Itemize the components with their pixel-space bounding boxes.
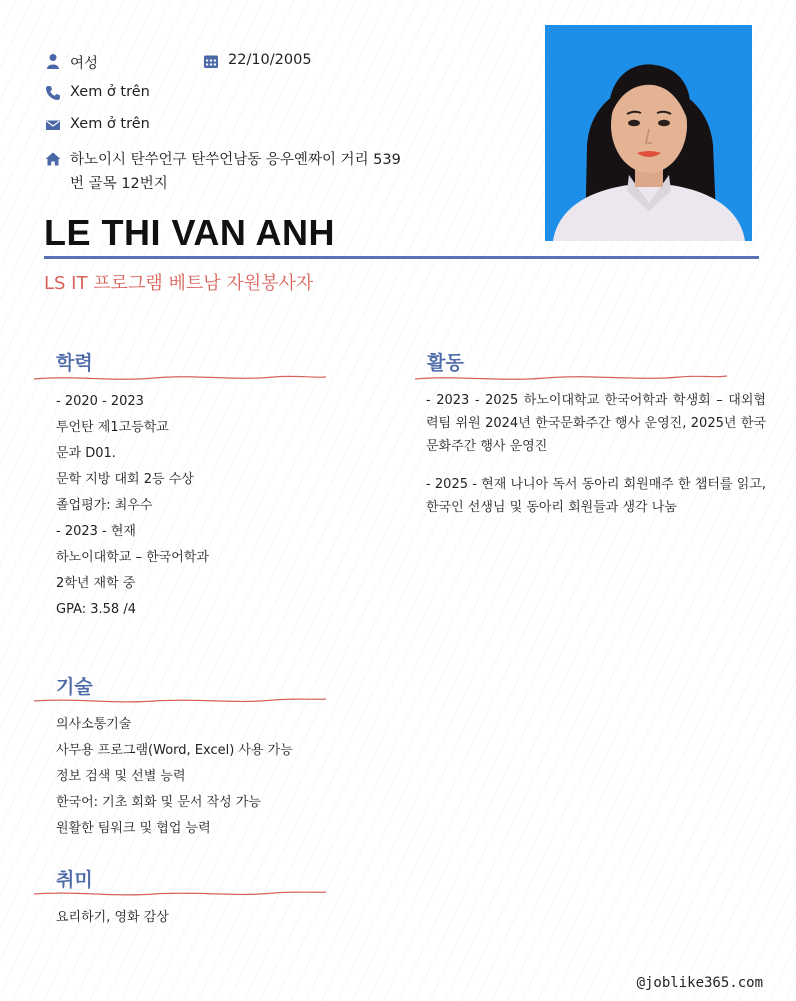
education-line: 문학 지방 대회 2등 수상 <box>56 472 194 487</box>
hobbies-title: 취미 <box>56 869 93 891</box>
education-title: 학력 <box>56 352 93 374</box>
home-icon <box>44 150 62 168</box>
education-line: 2학년 재학 중 <box>56 576 136 591</box>
full-name: LE THI VAN ANH <box>44 212 335 253</box>
skill-line: 한국어: 기초 회화 및 문서 작성 가능 <box>56 795 261 810</box>
phone-row <box>44 84 150 102</box>
address-line-1: 하노이시 탄쑤언구 탄쑤언남동 응우옌짜이 거리 539 <box>70 152 401 168</box>
education-line: 하노이대학교 – 한국어학과 <box>56 550 209 565</box>
skill-line: 의사소통기술 <box>56 717 132 732</box>
hobbies-text: 요리하기, 영화 감상 <box>56 910 169 925</box>
education-line: - 2020 - 2023 <box>56 394 144 409</box>
name-divider <box>44 256 759 259</box>
skill-line: 사무용 프로그램(Word, Excel) 사용 가능 <box>56 743 293 758</box>
education-list <box>56 389 209 623</box>
person-icon <box>44 52 62 70</box>
skill-line: 원활한 팀워크 및 협업 능력 <box>56 821 211 836</box>
skill-line: 정보 검색 및 선별 능력 <box>56 769 186 784</box>
hobbies-underline <box>34 888 326 900</box>
gender-text: 여성 <box>70 56 99 72</box>
calendar-icon <box>202 52 220 70</box>
activity-item-1: - 2023 - 2025 하노이대학교 한국어학과 학생회 – 대외협력팀 위원 2024년 한국문화주간 행사 운영진, 2025년 한국문화주간 행사 운영진 <box>426 393 766 454</box>
email-row <box>44 116 150 134</box>
education-line: - 2023 - 현재 <box>56 524 136 539</box>
education-underline <box>34 372 326 384</box>
portrait-illustration <box>545 25 752 241</box>
birthdate-text: 22/10/2005 <box>228 52 312 68</box>
job-subtitle: LS IT 프로그램 베트남 자원봉사자 <box>44 273 314 294</box>
skills-underline <box>34 695 326 707</box>
activity-item-2: - 2025 - 현재 나니아 독서 동아리 회원매주 한 챕터를 읽고, 한국인 선생님 및 동아리 회원들과 생각 나눔 <box>426 477 766 515</box>
education-line: 문과 D01. <box>56 446 116 461</box>
address-text <box>70 148 401 196</box>
gender-row <box>44 52 98 73</box>
skills-title: 기술 <box>56 676 93 698</box>
email-text: Xem ở trên <box>70 116 150 132</box>
activities-title: 활동 <box>427 352 464 374</box>
phone-icon <box>44 84 62 102</box>
activities-underline <box>415 372 727 384</box>
profile-photo <box>545 25 752 241</box>
address-line-2: 번 골목 12번지 <box>70 176 168 192</box>
education-line: 투언탄 제1고등학교 <box>56 420 169 435</box>
skills-list <box>56 712 293 842</box>
education-line: GPA: 3.58 /4 <box>56 602 136 617</box>
footer-handle: @joblike365.com <box>636 975 763 991</box>
birthdate-row <box>202 52 312 70</box>
education-line: 졸업평가: 최우수 <box>56 498 153 513</box>
address-row <box>44 148 401 196</box>
mail-icon <box>44 116 62 134</box>
phone-text: Xem ở trên <box>70 84 150 100</box>
